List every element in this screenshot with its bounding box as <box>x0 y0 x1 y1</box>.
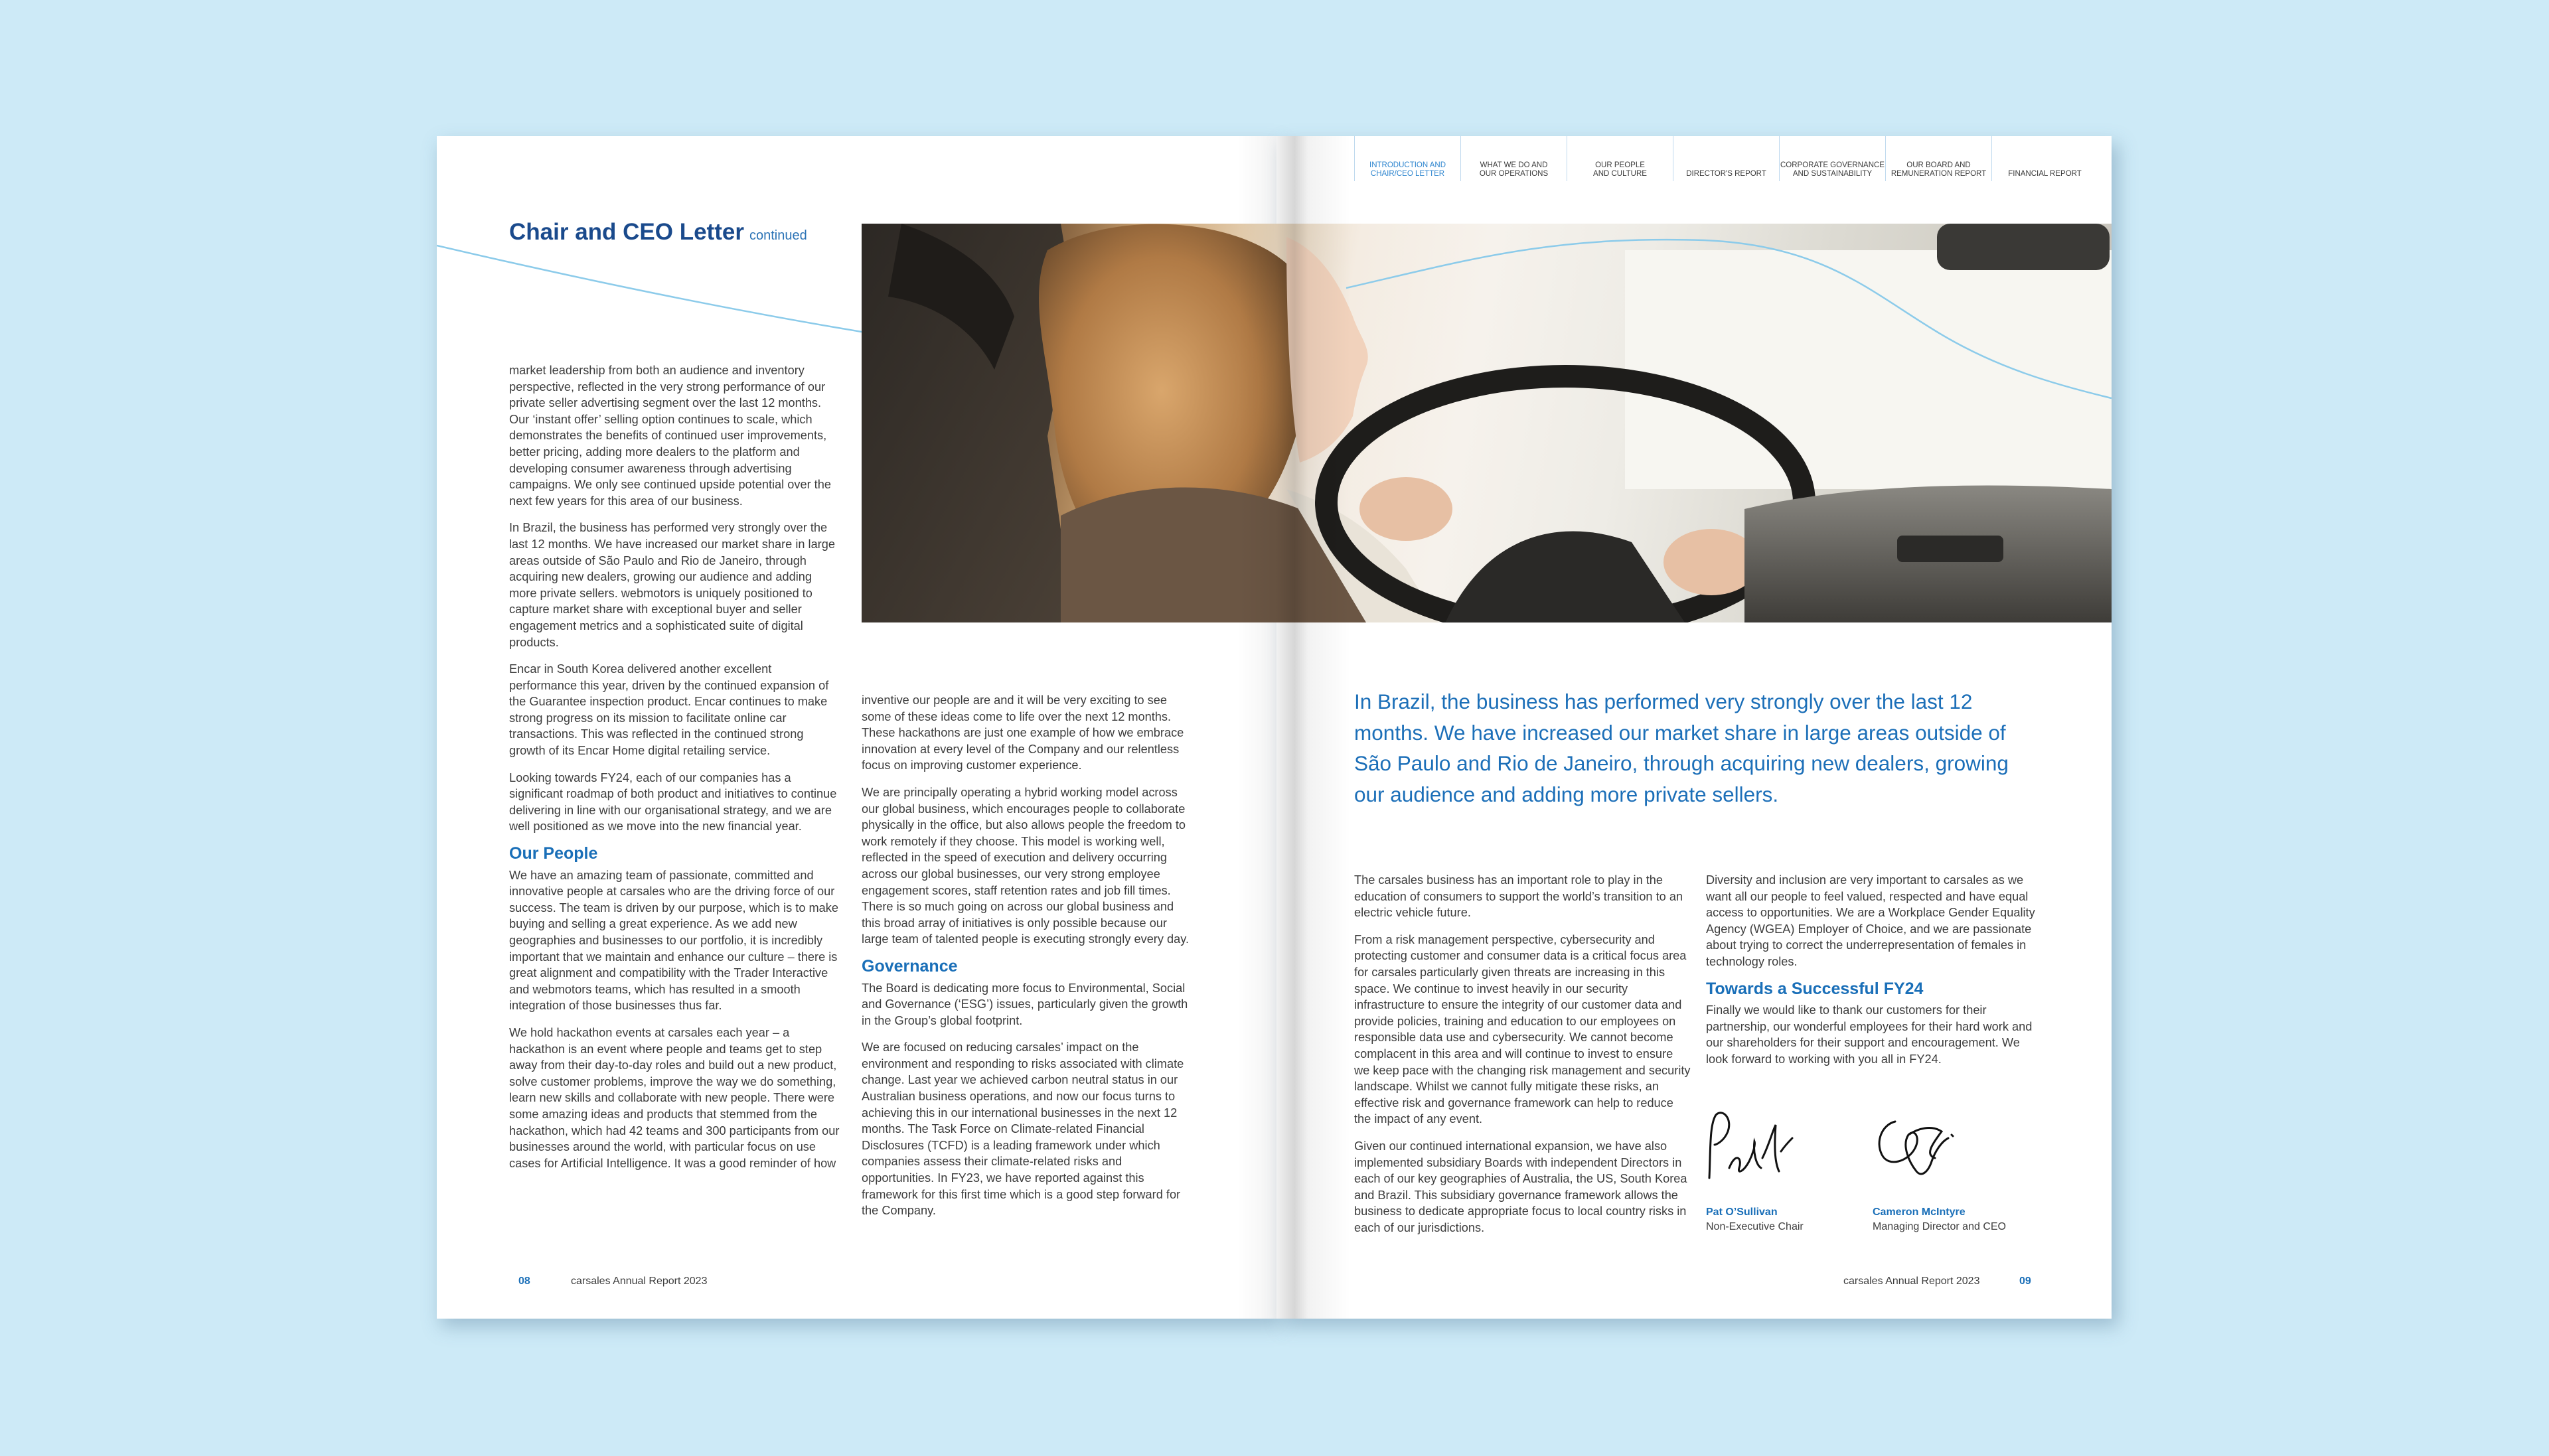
paragraph: We have an amazing team of passionate, committed and innovative people at carsales who are the driving force of our success. The team is driven by our purpose, which is to make buying and selling a great experience. As we add new geographies and businesses to our portfolio, it is incredibly important that we maintain and enhance our culture – there is great alignment and compatibility with the Trader Interactive and webmotors teams, which has resulted in a smooth integration of those businesses thus far. <box>509 868 838 1013</box>
tab-label-line2: CHAIR/CEO LETTER <box>1370 170 1445 178</box>
signature-cameron-mcintyre <box>1869 1108 1962 1181</box>
tab-financial-report[interactable] <box>1991 136 2098 181</box>
page-title-suffix: continued <box>749 228 807 243</box>
right-column-2 <box>1706 872 2043 1078</box>
footer-publication-right: carsales Annual Report 2023 <box>1843 1275 1980 1287</box>
tab-label-line2: FINANCIAL REPORT <box>2008 170 2082 178</box>
signatory-name: Pat O’Sullivan <box>1706 1206 1778 1218</box>
left-column-2 <box>862 692 1192 1230</box>
left-column-1 <box>509 362 840 1182</box>
section-nav-tabs <box>1354 136 2098 181</box>
paragraph: We are focused on reducing carsales’ impact on the environment and responding to risks associated with climate change. Last year we achieved carbon neutral status in our Australian business operations, and now our focus turns to achieving this in our international businesses in the next 12 months. The Task Force on Climate-related Financial Disclosures (TCFD) is a leading framework under which companies assess their climate-related risks and opportunities. In FY23, we have reported against this framework for this first time which is a good step forward for the Company. <box>862 1041 1184 1218</box>
paragraph: In Brazil, the business has performed very strongly over the last 12 months. We have increased our market share in large areas outside of São Paulo and Rio de Janeiro, through acquiring new dealers, growing our audience and adding more private sellers. webmotors is uniquely positioned to capture market share with exceptional buyer and seller engagement metrics and a sophisticated suite of digital products. <box>509 521 835 649</box>
paragraph: Encar in South Korea delivered another excellent performance this year, driven by the continued expansion of the Guarantee inspection product. Encar continues to make strong progress on its mission to facilitate online car transactions. This was reflected in the continued strong growth of its Encar Home digital retailing service. <box>509 662 829 758</box>
tab-label-line1: WHAT WE DO AND <box>1480 161 1548 169</box>
paragraph: The Board is dedicating more focus to Environmental, Social and Governance (‘ESG’) issues, particularly given the growth in the Group’s global footprint. <box>862 981 1188 1027</box>
tab-label-line2: AND SUSTAINABILITY <box>1792 170 1873 178</box>
tab-label-line1: OUR BOARD AND <box>1906 161 1971 169</box>
paragraph: inventive our people are and it will be very exciting to see some of these ideas come to life over the next 12 months. These hackathons are just one example of how we embrace innovation at every level of the Company and our relentless focus on improving customer experience. <box>862 693 1184 772</box>
signature-pat-osullivan <box>1703 1105 1796 1185</box>
paragraph: Looking towards FY24, each of our companies has a significant roadmap of both product and initiatives to continue delivering in line with our organisational strategy, and we are well positioned as we move into the new financial year. <box>509 770 837 834</box>
tab-directors-report[interactable] <box>1673 136 1779 181</box>
footer-publication-left: carsales Annual Report 2023 <box>571 1275 708 1287</box>
tab-label-line2: AND CULTURE <box>1593 170 1647 178</box>
heading-towards-fy24: Towards a Successful FY24 <box>1706 979 1924 998</box>
page-number-left: 08 <box>518 1275 530 1287</box>
tab-label-line2: OUR OPERATIONS <box>1479 170 1549 178</box>
tab-label-line1: CORPORATE GOVERNANCE <box>1780 161 1885 169</box>
right-column-1 <box>1354 872 1691 1246</box>
tab-label-line1: INTRODUCTION AND <box>1369 161 1446 169</box>
paragraph: From a risk management perspective, cybersecurity and protecting customer and consumer data is a critical focus area for carsales particularly given threats are increasing in this space. We continue to invest heavily in our security infrastructure to ensure the integrity of our customer data and provide policies, training and education to our employees on responsible data use and cybersecurity. We cannot become complacent in this area and will continue to invest to ensure we keep pace with the changing risk management and security landscape. Whilst we cannot fully mitigate these risks, an effective risk and governance framework can help to reduce the impact of any event. <box>1354 932 1691 1126</box>
paragraph: We hold hackathon events at carsales each year – a hackathon is an event where people and teams get to step away from their day-to-day roles and build out a new product, solve customer problems, improve the way we do something, learn new skills and collaborate with new people. There were some amazing ideas and products that stemmed from the hackathon, which had 42 teams and 300 participants from our businesses around the world, with particular focus on use cases for Artificial Intelligence. It was a good reminder of how <box>509 1025 840 1170</box>
paragraph: Given our continued international expansion, we have also implemented subsidiary Boards with independent Directors in each of our key geographies of Australia, the US, South Korea and Brazil. This subsidiary governance framework allows the business to dedicate appropriate focus to local country risks in each of our jurisdictions. <box>1354 1139 1687 1234</box>
signatory-title: Non-Executive Chair <box>1706 1221 1804 1232</box>
signatory-name: Cameron McIntyre <box>1873 1206 1966 1218</box>
paragraph: Finally we would like to thank our customers for their partnership, our wonderful employees for their hard work and our shareholders for their support and encouragement. We look forward to working with you all in FY24. <box>1706 1003 2033 1066</box>
page-title <box>509 219 807 246</box>
page-number-right: 09 <box>2019 1275 2031 1287</box>
tab-people-culture[interactable] <box>1567 136 1673 181</box>
tab-operations[interactable] <box>1460 136 1567 181</box>
pull-quote: In Brazil, the business has performed very strongly over the last 12 months. We have increased our market share in large areas outside of São Paulo and Rio de Janeiro, through acquiring new dealers, growing our audience and adding more private sellers. <box>1354 690 2009 806</box>
signatory-title: Managing Director and CEO <box>1873 1221 2006 1232</box>
tab-governance-sustainability[interactable] <box>1779 136 1885 181</box>
tab-label-line2: REMUNERATION REPORT <box>1891 170 1987 178</box>
paragraph: The carsales business has an important role to play in the education of consumers to support the world’s transition to an electric vehicle future. <box>1354 873 1683 920</box>
page-title-text: Chair and CEO Letter <box>509 219 744 245</box>
tab-label-line2: DIRECTOR'S REPORT <box>1686 170 1766 178</box>
paragraph: Diversity and inclusion are very important to carsales as we want all our people to feel valued, respected and have equal access to opportunities. We are a Workplace Gender Equality Agency (WGEA) Employer of Choice, and we are passionate about trying to correct the underrepresentation of females in technology roles. <box>1706 873 2035 968</box>
tab-board-remuneration[interactable] <box>1885 136 1991 181</box>
heading-governance: Governance <box>862 956 958 976</box>
heading-our-people: Our People <box>509 844 598 863</box>
paragraph: We are principally operating a hybrid working model across our global business, which encourages people to collaborate physically in the office, but also allows people the freedom to work remotely if they choose. This model is working well, reflected in the speed of execution and delivery occurring across our global businesses, our very strong employee engagement scores, staff retention rates and job fill times. There is so much going on across our global business and this broad array of initiatives is only possible because our large team of talented people is executing strongly every day. <box>862 785 1190 946</box>
paragraph: market leadership from both an audience and inventory perspective, reflected in the very strong performance of our private seller advertising segment over the last 12 months. Our ‘instant offer’ selling option continues to scale, which demonstrates the benefits of continued user improvements, better pricing, adding more dealers to the platform and developing consumer awareness through advertising campaigns. We only see continued upside potential over the next few years for this area of our business. <box>509 364 831 508</box>
tab-introduction[interactable] <box>1354 136 1460 181</box>
tab-label-line1: OUR PEOPLE <box>1595 161 1645 169</box>
